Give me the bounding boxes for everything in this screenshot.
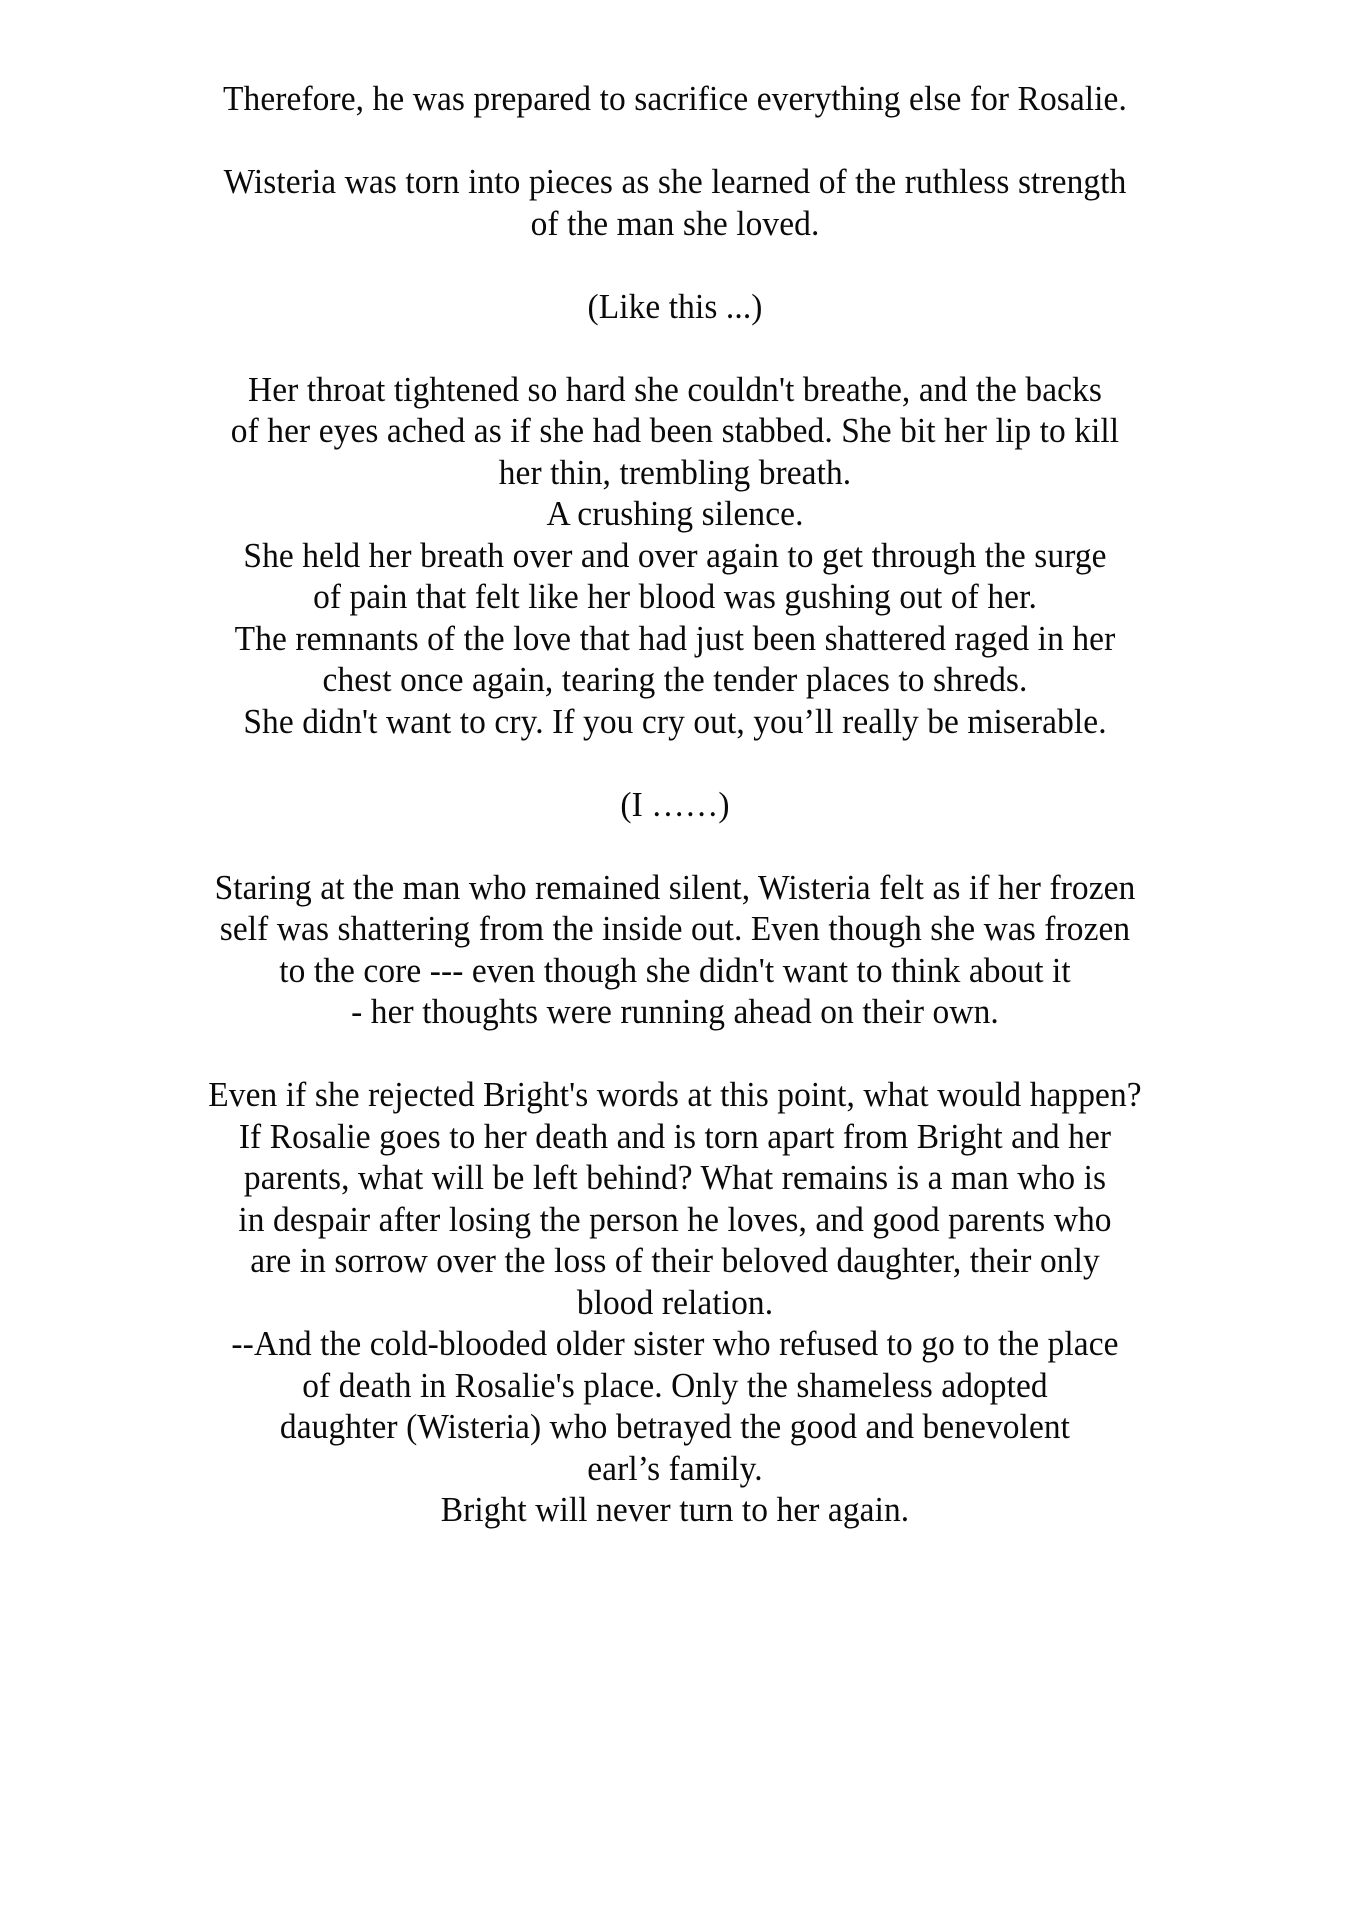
text-line: Staring at the man who remained silent, Wisteria felt as if her frozen xyxy=(214,867,1136,907)
text-line: her thin, trembling breath. xyxy=(498,452,852,492)
text-line: Therefore, he was prepared to sacrifice everything else for Rosalie. xyxy=(223,79,1127,118)
paragraph xyxy=(59,161,1291,244)
text-line: in despair after losing the person he loves, and good parents who xyxy=(238,1199,1112,1239)
paragraph-gap xyxy=(59,327,1291,369)
text-line: - her thoughts were running ahead on their own. xyxy=(351,992,999,1031)
text-line: of her eyes ached as if she had been stabbed. She bit her lip to kill xyxy=(230,411,1120,450)
text-line: are in sorrow over the loss of their beloved daughter, their only xyxy=(250,1241,1100,1280)
paragraph-gap xyxy=(59,1033,1291,1075)
text-line: Her throat tightened so hard she couldn't breathe, and the backs xyxy=(248,369,1102,409)
text-line: Even if she rejected Bright's words at this point, what would happen? xyxy=(208,1075,1142,1114)
text-line: earl’s family. xyxy=(587,1448,763,1488)
text-line: chest once again, tearing the tender places to shreds. xyxy=(322,660,1028,699)
text-line: to the core --- even though she didn't want to think about it xyxy=(279,950,1071,990)
paragraph-gap xyxy=(59,244,1291,286)
text-line: She held her breath over and over again to get through the surge xyxy=(243,535,1107,575)
paragraph-gap xyxy=(59,742,1291,784)
text-line: Wisteria was torn into pieces as she learned of the ruthless strength xyxy=(223,162,1127,201)
text-line: of death in Rosalie's place. Only the shameless adopted xyxy=(302,1365,1048,1405)
paragraph xyxy=(59,867,1291,1033)
text-line: self was shattering from the inside out. Even though she was frozen xyxy=(219,909,1131,948)
text-line: A crushing silence. xyxy=(546,494,804,533)
paragraph xyxy=(59,369,1291,743)
prose-text-body xyxy=(59,78,1291,1531)
text-line: daughter (Wisteria) who betrayed the good and benevolent xyxy=(279,1407,1071,1446)
text-line: (Like this ...) xyxy=(587,286,763,326)
text-line: parents, what will be left behind? What remains is a man who is xyxy=(243,1158,1107,1197)
paragraph xyxy=(59,286,1291,328)
paragraph xyxy=(59,78,1291,120)
text-line: blood relation. xyxy=(576,1282,774,1322)
text-line: If Rosalie goes to her death and is torn apart from Bright and her xyxy=(238,1116,1112,1156)
paragraph xyxy=(59,784,1291,826)
text-line: of pain that felt like her blood was gushing out of her. xyxy=(313,577,1037,616)
text-line: of the man she loved. xyxy=(530,203,820,243)
paragraph xyxy=(59,1074,1291,1531)
text-line: Bright will never turn to her again. xyxy=(440,1490,910,1529)
text-line: She didn't want to cry. If you cry out, you’ll really be miserable. xyxy=(243,701,1107,741)
paragraph-gap xyxy=(59,120,1291,162)
text-line: The remnants of the love that had just been shattered raged in her xyxy=(234,618,1116,658)
text-line: (I ……) xyxy=(620,784,730,824)
paragraph-gap xyxy=(59,825,1291,867)
text-line: --And the cold-blooded older sister who refused to go to the place xyxy=(231,1324,1119,1363)
